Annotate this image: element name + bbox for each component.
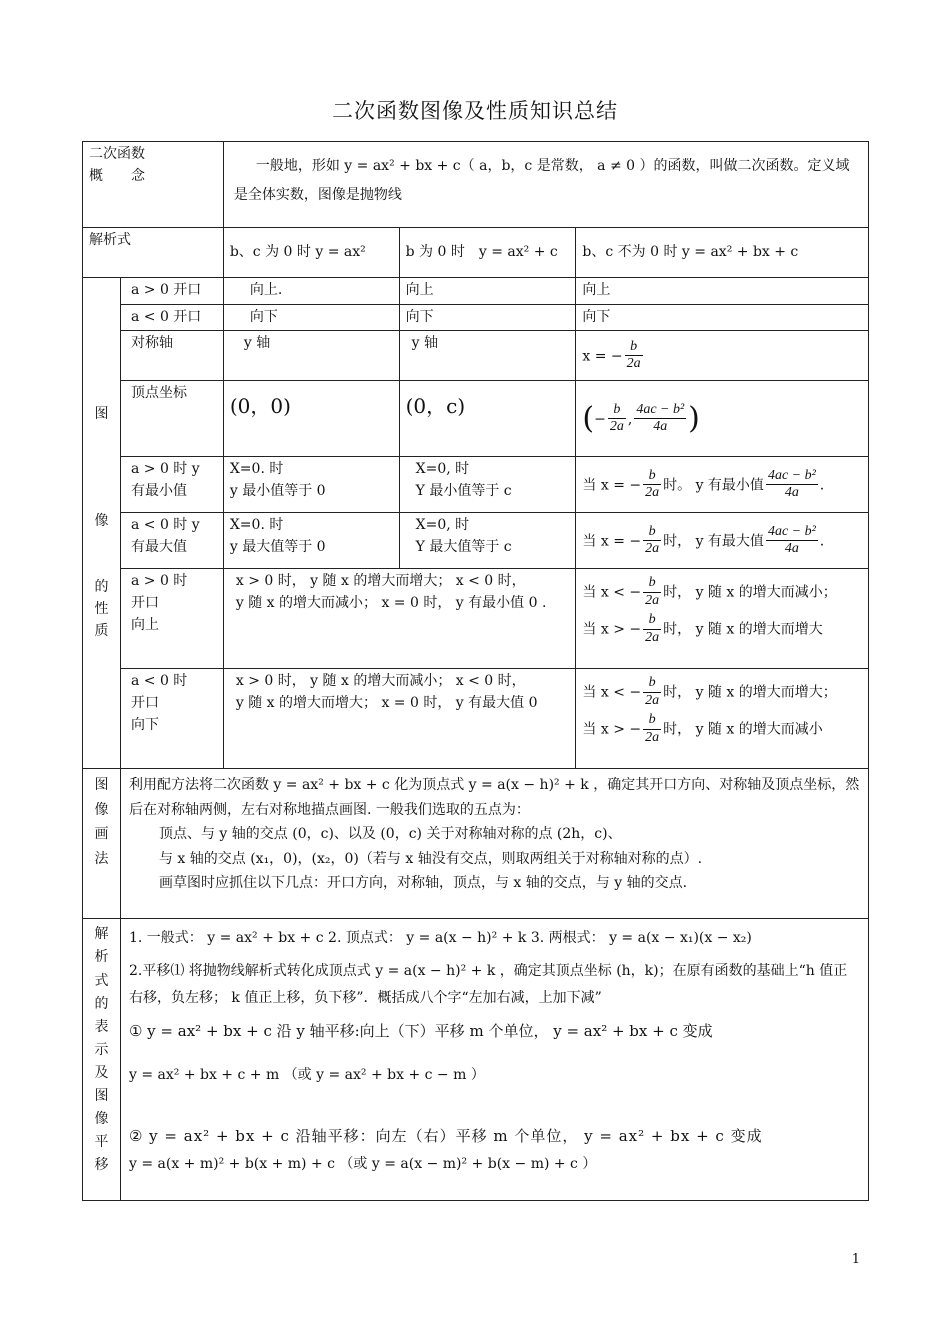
- inc-down-label-line1: a < 0 时: [130, 673, 188, 690]
- max-c3-prefix: 当 x = −: [582, 532, 642, 549]
- forms-side-char: 示: [94, 1041, 109, 1058]
- fraction-denominator: 4a: [784, 485, 799, 501]
- inc-down-c12: [223, 669, 576, 769]
- fraction-denominator: 2a: [626, 356, 641, 372]
- inc-up-c3: [576, 569, 869, 669]
- vertex-c1: (0，0): [223, 381, 399, 457]
- forms-side-char: 像: [94, 1111, 109, 1128]
- analytic-col1: b、c 为 0 时 y = ax²: [223, 228, 399, 278]
- inc-down-c3-text: 时， y 随 x 的增大而增大；: [663, 684, 837, 701]
- inc-down-c3: [576, 669, 869, 769]
- forms-p4: y = ax² + bx + c + m （或 y = ax² + bx + c − m ）: [128, 1066, 485, 1083]
- fraction-numerator: 4ac − b²: [766, 468, 818, 486]
- max-c2-line1: X=0, 时: [415, 517, 470, 534]
- max-c2-line2: Y 最大值等于 c: [415, 539, 512, 556]
- fraction-denominator: 4a: [784, 541, 799, 557]
- inc-up-frac: [643, 575, 661, 610]
- max-c1: [223, 513, 399, 569]
- analytic-row: [83, 228, 869, 278]
- max-label-line1: a < 0 时 y: [130, 517, 200, 534]
- fraction-numerator: b: [625, 339, 643, 357]
- vertex-frac-b: [634, 402, 686, 437]
- min-label-line2: 有最小值: [130, 483, 187, 500]
- min-c3-post: .: [819, 476, 825, 493]
- open-up-c1: 向上.: [223, 278, 399, 305]
- drawing-row: [83, 769, 869, 919]
- drawing-content: [120, 769, 868, 919]
- max-c2: [399, 513, 576, 569]
- analytic-col3: b、c 不为 0 时 y = ax² + bx + c: [576, 228, 869, 278]
- max-label: [120, 513, 223, 569]
- inc-down-c3-line2: [582, 712, 862, 747]
- inc-down-row: [83, 669, 869, 769]
- fraction-denominator: 2a: [645, 593, 660, 609]
- max-c3-post: .: [819, 532, 825, 549]
- max-c3: [576, 513, 869, 569]
- fraction-numerator: b: [608, 402, 626, 420]
- open-up-c3: 向上: [576, 278, 869, 305]
- fraction-numerator: b: [643, 468, 661, 486]
- min-c2-line1: X=0, 时: [415, 461, 470, 478]
- forms-side-char: 表: [94, 1018, 109, 1035]
- vertex-row: [83, 381, 869, 457]
- max-label-line2: 有最大值: [130, 539, 187, 556]
- axis-row: [83, 331, 869, 381]
- min-c3-mid: 时。 y 有最小值: [663, 476, 764, 493]
- drawing-side-char: 图: [94, 777, 109, 794]
- inc-down-frac: [643, 675, 661, 710]
- forms-side-char: 式: [94, 972, 109, 989]
- inc-up-c3-text: 时， y 随 x 的增大而减小；: [663, 584, 837, 601]
- inc-down-c12-line2: y 随 x 的增大而增大； x = 0 时， y 有最大值 0: [235, 695, 538, 712]
- inc-down-c3-line1: [582, 675, 862, 710]
- inc-down-c3-prefix: 当 x > −: [582, 721, 642, 738]
- axis-formula-prefix: x = −: [582, 347, 623, 364]
- forms-side-label: [83, 919, 121, 1201]
- fraction-denominator: 2a: [645, 629, 660, 645]
- props-side-char: 的: [94, 579, 109, 596]
- inc-down-c3-text: 时， y 随 x 的增大而减小: [663, 721, 823, 738]
- open-down-c3: 向下: [576, 304, 869, 331]
- forms-side-char: 平: [94, 1134, 109, 1151]
- fraction-numerator: 4ac − b²: [634, 402, 686, 420]
- fraction-denominator: 4a: [653, 419, 668, 435]
- forms-row: [83, 919, 869, 1201]
- min-c2: [399, 457, 576, 513]
- open-up-row: [83, 278, 869, 305]
- fraction-denominator: 2a: [609, 419, 624, 435]
- inc-up-c3-text: 时， y 随 x 的增大而增大: [663, 621, 823, 638]
- axis-c3: [576, 331, 869, 381]
- fraction-numerator: 4ac − b²: [766, 524, 818, 542]
- inc-down-label: [120, 669, 223, 769]
- open-down-c2: 向下: [399, 304, 576, 331]
- vertex-frac-a: [608, 402, 626, 437]
- forms-side-char: 图: [94, 1088, 109, 1105]
- inc-down-label-line3: 向下: [130, 716, 159, 733]
- forms-side-char: 析: [94, 949, 109, 966]
- min-row: [83, 457, 869, 513]
- inc-up-c3-prefix: 当 x < −: [582, 584, 642, 601]
- min-frac-value: [766, 468, 818, 503]
- open-down-c1: 向下: [223, 304, 399, 331]
- inc-down-c12-line1: x > 0 时， y 随 x 的增大而减小； x < 0 时，: [235, 673, 526, 690]
- forms-content: [120, 919, 868, 1201]
- inc-up-label-line3: 向上: [130, 616, 159, 633]
- axis-c2: y 轴: [399, 331, 576, 381]
- props-side-char: 质: [94, 622, 109, 639]
- fraction-numerator: b: [643, 712, 661, 730]
- vertex-label: 顶点坐标: [120, 381, 223, 457]
- inc-down-label-line2: 开口: [130, 695, 159, 712]
- min-c1-line1: X=0. 时: [229, 461, 284, 478]
- forms-p1: 1. 一般式： y = ax² + bx + c 2. 顶点式： y = a(x − h)² + k 3. 两根式： y = a(x − x₁)(x − x₂): [128, 930, 752, 947]
- drawing-p1: 利用配方法将二次函数 y = ax² + bx + c 化为顶点式 y = a(x − h)² + k ，确定其开口方向、对称轴及顶点坐标，然后在对称轴两侧，左右对称地描点画图. 一般我们选取的五点为：: [128, 777, 860, 818]
- inc-up-c3-line2: [582, 612, 862, 647]
- inc-up-c12-line2: y 随 x 的增大而减小； x = 0 时， y 有最小值 0 .: [235, 595, 547, 612]
- drawing-side-char: 法: [94, 850, 109, 867]
- inc-down-c3-prefix: 当 x < −: [582, 684, 642, 701]
- props-side-label: [83, 278, 121, 769]
- concept-row: [83, 142, 869, 228]
- min-c1-line2: y 最小值等于 0: [229, 483, 326, 500]
- min-c1: [223, 457, 399, 513]
- inc-up-c12: [223, 569, 576, 669]
- forms-p6: y = a(x + m)² + b(x + m) + c （或 y = a(x − m)² + b(x − m) + c ）: [128, 1155, 597, 1172]
- drawing-side-label: [83, 769, 121, 919]
- fraction-numerator: b: [643, 675, 661, 693]
- open-up-c2: 向上: [399, 278, 576, 305]
- drawing-side-char: 像: [94, 801, 109, 818]
- page-number: 1: [851, 1252, 860, 1267]
- inc-down-frac: [643, 712, 661, 747]
- open-up-label: a > 0 开口: [120, 278, 223, 305]
- inc-up-c3-line1: [582, 575, 862, 610]
- max-row: [83, 513, 869, 569]
- max-c1-line1: X=0. 时: [229, 517, 284, 534]
- forms-p3: ① y = ax² + bx + c 沿 y 轴平移:向上（下）平移 m 个单位， y = ax² + bx + c 变成: [128, 1022, 713, 1041]
- fraction-denominator: 2a: [645, 693, 660, 709]
- axis-label: 对称轴: [120, 331, 223, 381]
- concept-label: [83, 142, 224, 228]
- axis-fraction: [625, 339, 643, 374]
- forms-side-char: 移: [94, 1157, 109, 1174]
- props-side-char: 图: [94, 405, 109, 422]
- fraction-denominator: 2a: [645, 541, 660, 557]
- inc-up-c12-line1: x > 0 时， y 随 x 的增大而增大； x < 0 时，: [235, 573, 526, 590]
- page-title: 二次函数图像及性质知识总结: [332, 99, 618, 123]
- props-side-char: 像: [94, 512, 109, 529]
- min-label-line1: a > 0 时 y: [130, 461, 200, 478]
- vertex-c2: (0，c): [399, 381, 576, 457]
- drawing-p2: 顶点、与 y 轴的交点 (0，c)、以及 (0，c) 关于对称轴对称的点 (2h，c)、: [158, 826, 622, 843]
- drawing-p4: 画草图时应抓住以下几点：开口方向，对称轴，顶点，与 x 轴的交点，与 y 轴的交点.: [158, 875, 688, 892]
- analytic-col2: b 为 0 时 y = ax² + c: [399, 228, 576, 278]
- axis-c1: y 轴: [223, 331, 399, 381]
- summary-table: [82, 141, 869, 1201]
- props-side-char: 性: [94, 601, 109, 618]
- drawing-p3: 与 x 轴的交点 (x₁，0)，(x₂，0)（若与 x 轴没有交点，则取两组关于对称轴对称的点）.: [158, 850, 703, 867]
- min-frac-x: [643, 468, 661, 503]
- inc-up-frac: [643, 612, 661, 647]
- concept-label-line2: 概 念: [89, 167, 145, 184]
- concept-label-line1: 二次函数: [89, 146, 145, 162]
- inc-up-row: [83, 569, 869, 669]
- fraction-denominator: 2a: [645, 485, 660, 501]
- analytic-label: 解析式: [83, 228, 224, 278]
- forms-side-char: 解: [94, 926, 109, 943]
- drawing-side-char: 画: [94, 826, 109, 843]
- forms-side-char: 的: [94, 995, 109, 1012]
- fraction-numerator: b: [643, 612, 661, 630]
- open-down-row: [83, 304, 869, 331]
- concept-text-content: 一般地，形如 y = ax² + bx + c（ a，b，c 是常数， a ≠ 0 ）的函数，叫做二次函数。定义域是全体实数，图像是抛物线: [233, 158, 850, 204]
- inc-up-label-line2: 开口: [130, 595, 159, 612]
- concept-text: [223, 142, 868, 228]
- inc-up-label-line1: a > 0 时: [130, 573, 188, 590]
- max-frac-x: [643, 524, 661, 559]
- open-down-label: a < 0 开口: [120, 304, 223, 331]
- inc-up-label: [120, 569, 223, 669]
- max-c1-line2: y 最大值等于 0: [229, 539, 326, 556]
- min-c3-prefix: 当 x = −: [582, 476, 642, 493]
- max-frac-value: [766, 524, 818, 559]
- fraction-numerator: b: [643, 575, 661, 593]
- max-c3-mid: 时， y 有最大值: [663, 532, 764, 549]
- forms-side-char: 及: [94, 1064, 109, 1081]
- min-c2-line2: Y 最小值等于 c: [415, 483, 512, 500]
- min-c3: [576, 457, 869, 513]
- min-label: [120, 457, 223, 513]
- fraction-numerator: b: [643, 524, 661, 542]
- fraction-denominator: 2a: [645, 729, 660, 745]
- forms-p5: ② y = ax² + bx + c 沿轴平移：向左（右）平移 m 个单位， y = ax² + bx + c 变成: [128, 1127, 763, 1146]
- inc-up-c3-prefix: 当 x > −: [582, 621, 642, 638]
- forms-p2: 2.平移⑴ 将抛物线解析式转化成顶点式 y = a(x − h)² + k ，确定其顶点坐标 (h，k)；在原有函数的基础上“h 值正右移，负左移； k 值正上移，负下移”．概括成八个字“左加右减，上加下减”: [128, 962, 848, 1006]
- vertex-c3: (− $\frac{b}{2a}$ , $\frac{\text{4ac − b²}}{4a}$ ): [576, 381, 869, 457]
